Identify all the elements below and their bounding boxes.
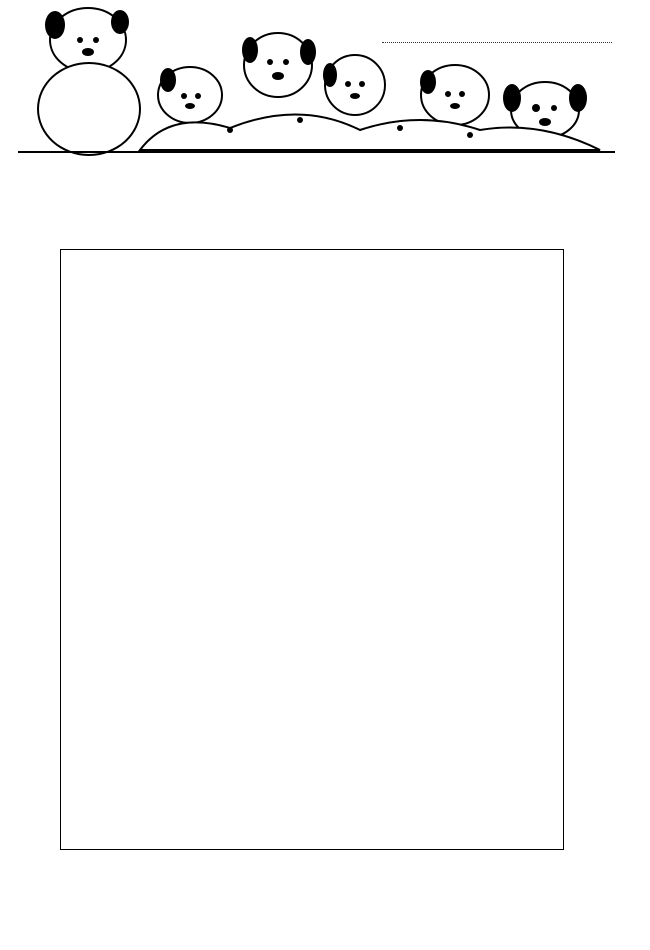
exercise-grid <box>60 249 564 850</box>
io-conto-ball <box>37 62 141 156</box>
header-divider <box>18 151 615 153</box>
name-input-line[interactable] <box>382 42 612 43</box>
worksheet-header <box>0 0 650 185</box>
